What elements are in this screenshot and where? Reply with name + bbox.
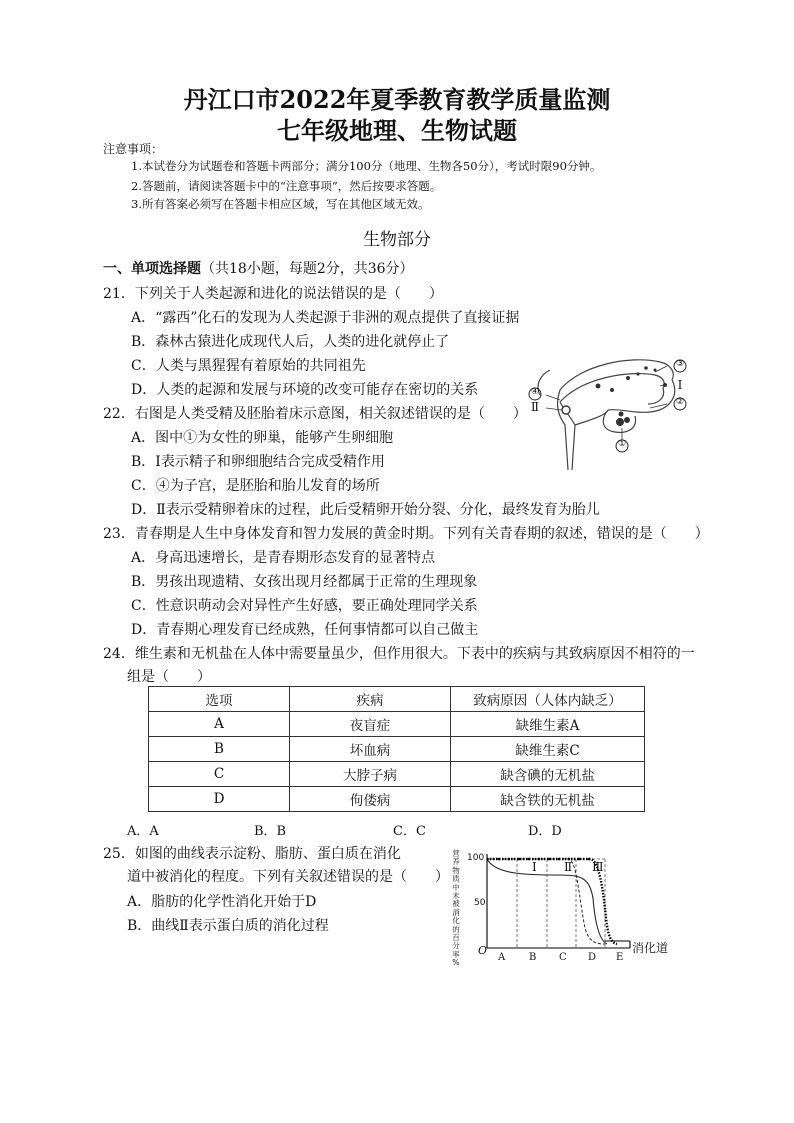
graph-ylabel-char: 的 [452,924,460,934]
figure-label-II: Ⅱ [530,400,540,414]
q24-table [148,686,645,812]
table-cell: 大脖子病 [290,762,451,787]
x-tick-b: B [529,952,537,963]
question-25-stem-line2: 道中被消化的程度。下列有关叙述错误的是（ ） [127,869,449,885]
y-tick-100: 100 [467,853,485,863]
q24-answer-b: B．B [254,824,287,839]
q24-answer-a: A．A [127,824,159,839]
table-cell: D [149,787,290,812]
question-21-stem: 21．下列关于人类起源和进化的说法错误的是（ ） [103,286,443,302]
table-cell: 坏血病 [290,737,451,762]
graph-ylabel-char: 消 [452,907,460,917]
q21-option-d: D．人类的起源和发展与环境的改变可能存在密切的关系 [131,382,479,398]
notes-heading: 注意事项： [103,142,164,156]
x-tick-c: C [559,952,567,963]
note-item: 1.本试卷分为试题卷和答题卡两部分；满分100分（地理、生物各50分），考试时限90分钟。 [131,159,602,173]
figure-label-I: Ⅰ [677,378,683,392]
q23-option-b: B．男孩出现遗精、女孩出现月经都属于正常的生理现象 [131,574,478,590]
q25-option-b: B．曲线Ⅱ表示蛋白质的消化过程 [127,918,329,934]
part-info: （共18小题，每题2分，共36分） [201,261,414,277]
q22-option-c: C．④为子宫，是胚胎和胎儿发育的场所 [131,478,380,494]
q24-answer-d: D．D [528,824,562,839]
curve-label-III: Ⅲ [592,860,604,874]
table-cell: 缺维生素A [451,712,645,737]
graph-ylabel-char: % [452,958,460,968]
exam-subtitle: 七年级地理、生物试题 [277,116,517,145]
figure-label-1: ① [617,439,627,449]
q21-option-c: C．人类与黑猩猩有着原始的共同祖先 [131,358,366,374]
curve-label-II: Ⅱ [564,860,573,874]
q22-option-b: B．Ⅰ表示精子和卵细胞结合完成受精作用 [131,454,385,470]
question-24-stem-line2: 组是（ ） [127,669,211,685]
exam-title: 丹江口市2022年夏季教育教学质量监测 [183,85,611,114]
graph-ylabel-char: 养 [452,857,460,867]
table-cell: B [149,737,290,762]
q23-option-d: D．青春期心理发育已经成熟，任何事情都可以自己做主 [131,622,479,638]
table-row [149,737,645,762]
origin-label: O [478,944,488,957]
q24-answer-c: C．C [393,824,426,839]
part-label: 一、单项选择题 [103,261,201,277]
curve-label-I: Ⅰ [532,860,537,874]
figure-label-4: ④ [530,387,540,397]
graph-ylabel-char: 百 [452,933,460,943]
x-tick-a: A [498,952,506,963]
graph-ylabel-char: 质 [452,874,460,884]
fertilization-diagram [520,350,700,485]
graph-ylabel-char: 化 [452,916,460,926]
q22-option-d: D．Ⅱ表示受精卵着床的过程，此后受精卵开始分裂、分化，最终发育为胎儿 [131,502,600,518]
graph-ylabel-char: 率 [452,949,460,959]
note-item: 2.答题前，请阅读答题卡中的“注意事项”，然后按要求答题。 [131,179,442,193]
table-cell: 缺含铁的无机盐 [451,787,645,812]
q22-option-a: A．图中①为女性的卵巢，能够产生卵细胞 [131,430,394,446]
q21-option-b: B．森林古猿进化成现代人后，人类的进化就停止了 [131,334,450,350]
table-row [149,762,645,787]
graph-ylabel-char: 被 [452,899,460,909]
q25-option-a: A．脂肪的化学性消化开始于D [127,894,317,910]
q23-option-a: A．身高迅速增长，是青春期形态发育的显著特点 [131,550,436,566]
question-23-stem: 23．青春期是人生中身体发育和智力发展的黄金时期。下列有关青春期的叙述，错误的是（ ） [103,526,709,542]
figure-label-2: ② [675,397,685,407]
section-title: 生物部分 [363,230,431,250]
question-24-stem-line1: 24．维生素和无机盐在人体中需要量虽少，但作用很大。下表中的疾病与其致病原因不相符的一 [103,646,695,662]
table-row [149,712,645,737]
q23-option-c: C．性意识萌动会对异性产生好感，要正确处理同学关系 [131,598,478,614]
question-25-stem-line1: 25．如图的曲线表示淀粉、脂肪、蛋白质在消化 [103,846,401,862]
graph-ylabel-char: 未 [452,891,460,901]
part-heading [103,258,414,278]
q21-option-a: A．“露西”化石的发现为人类起源于非洲的观点提供了直接证据 [131,310,520,326]
table-cell: 缺含碘的无机盐 [451,762,645,787]
table-cell: 夜盲症 [290,712,451,737]
table-cell: 缺维生素C [451,737,645,762]
table-cell: C [149,762,290,787]
graph-ylabel-char: 中 [452,882,460,892]
graph-ylabel [450,850,462,968]
x-tick-d: D [588,952,597,963]
table-row [149,787,645,812]
graph-ylabel-char: 物 [452,865,460,875]
y-tick-50: 50 [474,898,486,908]
table-header: 选项 [149,687,290,712]
note-item: 3.所有答案必须写在答题卡相应区域，写在其他区域无效。 [131,197,430,211]
table-cell: 佝偻病 [290,787,451,812]
figure-label-3: ③ [675,359,685,369]
x-axis-label: 消化道 [632,941,669,955]
table-cell: A [149,712,290,737]
question-22-stem: 22．右图是人类受精及胚胎着床示意图，相关叙述错误的是（ ） [103,406,527,422]
table-header: 疾病 [290,687,451,712]
graph-ylabel-char: 营 [452,849,460,858]
x-tick-e: E [616,952,624,963]
graph-ylabel-char: 分 [452,941,460,951]
table-header: 致病原因（人体内缺乏） [451,687,645,712]
table-header-row [149,687,645,712]
